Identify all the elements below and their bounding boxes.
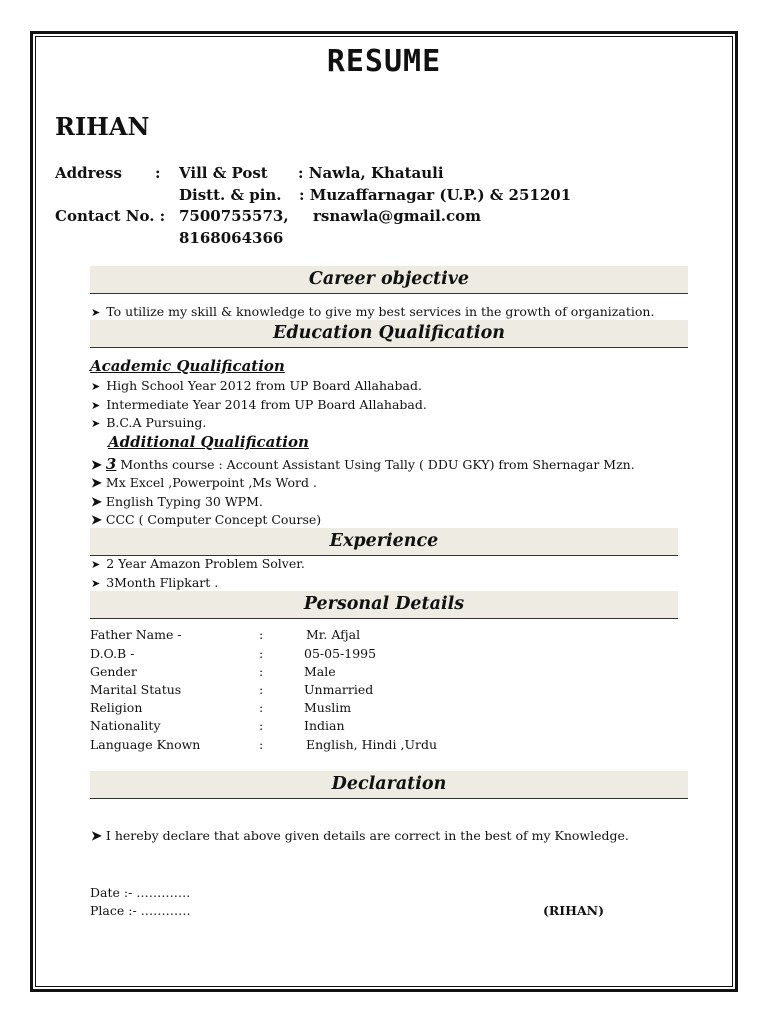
list-item: ➤ High School Year 2012 from UP Board Allahabad. (91, 378, 422, 393)
arrow-bullet-icon: ➤ (91, 380, 101, 393)
arrow-bullet-icon: ➤ (91, 577, 101, 590)
signature-name: (RIHAN) (543, 903, 604, 918)
arrow-bullet-icon: ➤ (91, 558, 101, 571)
declaration-text: ➤ I hereby declare that above given details are correct in the best of my Knowledge. (91, 828, 629, 844)
arrow-bullet-icon: ➤ (91, 458, 102, 473)
section-personal-details: Personal Details (90, 591, 678, 619)
section-education: Education Qualification (90, 320, 688, 348)
list-item: ➤ 3Month Flipkart . (91, 575, 219, 590)
place-field: Place :- ………… (90, 903, 191, 918)
list-item: ➤ Mx Excel ,Powerpoint ,Ms Word . (91, 475, 317, 491)
additional-heading: Additional Qualification (108, 433, 309, 451)
list-item: ➤ 2 Year Amazon Problem Solver. (91, 556, 305, 571)
section-career-objective: Career objective (90, 266, 688, 294)
address-colon: : (155, 164, 161, 182)
arrow-bullet-icon: ➤ (91, 399, 101, 412)
vill-value: : Nawla, Khatauli (298, 164, 444, 182)
date-field: Date :- …………. (90, 885, 191, 900)
resume-title: RESUME (326, 44, 442, 79)
list-item: ➤ B.C.A Pursuing. (91, 415, 207, 430)
arrow-bullet-icon: ➤ (91, 829, 102, 844)
list-item: ➤ English Typing 30 WPM. (91, 494, 263, 510)
section-declaration: Declaration (90, 771, 688, 799)
list-item: ➤ 3 Months course : Account Assistant Using Tally ( DDU GKY) from Shernagar Mzn. (91, 455, 635, 473)
phone-1: 7500755573, (179, 207, 289, 225)
arrow-bullet-icon: ➤ (91, 495, 102, 510)
distt-label: Distt. & pin. (179, 186, 282, 204)
phone-2: 8168064366 (179, 229, 284, 247)
address-label: Address (55, 164, 122, 182)
arrow-bullet-icon: ➤ (91, 417, 101, 430)
email[interactable]: rsnawla@gmail.com (313, 207, 482, 225)
section-experience: Experience (90, 528, 678, 556)
academic-heading: Academic Qualification (90, 357, 285, 375)
list-item: ➤ CCC ( Computer Concept Course) (91, 512, 322, 528)
arrow-bullet-icon: ➤ (91, 513, 102, 528)
arrow-bullet-icon: ➤ (91, 306, 101, 319)
arrow-bullet-icon: ➤ (91, 476, 102, 491)
contact-label: Contact No. : (55, 207, 166, 225)
distt-value: : Muzaffarnagar (U.P.) & 251201 (299, 186, 572, 204)
vill-label: Vill & Post (179, 164, 268, 182)
list-item: ➤ Intermediate Year 2014 from UP Board Allahabad. (91, 397, 427, 412)
candidate-name: RIHAN (55, 112, 150, 141)
career-objective-text: ➤ To utilize my skill & knowledge to give my best services in the growth of organization. (91, 304, 655, 319)
